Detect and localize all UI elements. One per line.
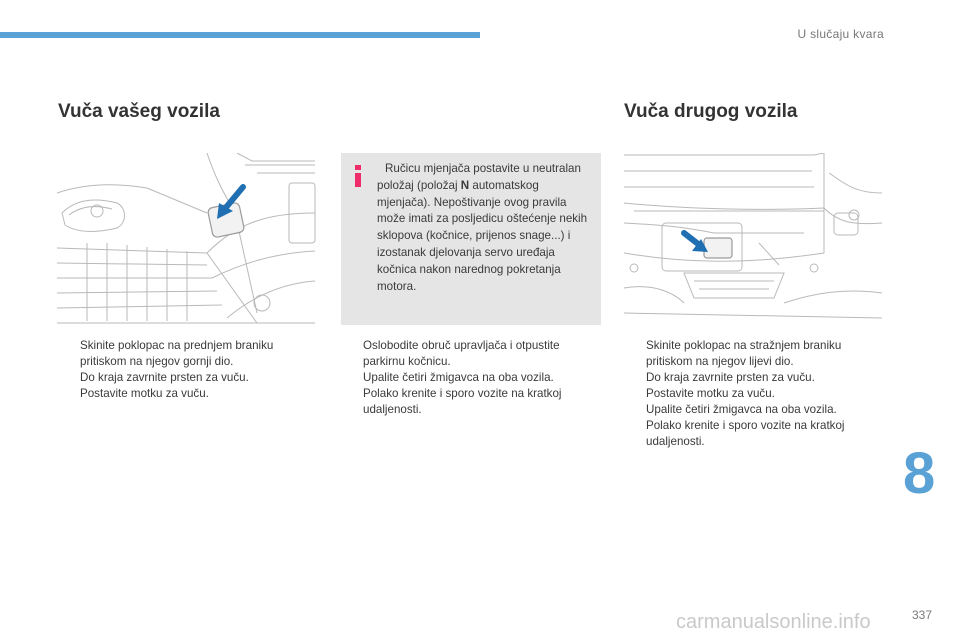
section-title-other-vehicle: Vuča drugog vozila bbox=[624, 101, 798, 122]
list-item bbox=[341, 338, 591, 370]
step-text: Polako krenite i sporo vozite na kratkoj udaljenosti. bbox=[363, 387, 562, 416]
step-text: Do kraja zavrnite prsten za vuču. bbox=[646, 371, 815, 384]
info-text-bold: N bbox=[460, 178, 470, 192]
step-text: Postavite motku za vuču. bbox=[80, 387, 209, 400]
step-text: Skinite poklopac na stražnjem braniku pritiskom na njegov lijevi dio. bbox=[646, 339, 842, 368]
list-item bbox=[58, 386, 298, 402]
chapter-number: 8 bbox=[903, 441, 936, 506]
section-title-own-vehicle: Vuča vašeg vozila bbox=[58, 101, 220, 122]
list-item bbox=[58, 338, 298, 370]
steps-middle bbox=[341, 338, 591, 418]
info-text-part2: automatskog mjenjača). Nepoštivanje ovog pravila može imati za posljedicu oštećenje nekih sklopova (kočnice, prijenos snage...) i izostanak djelovanja servo uređaja kočnica nakon narednog pokretanja motora. bbox=[377, 178, 588, 293]
step-text: Upalite četiri žmigavca na oba vozila. bbox=[363, 371, 554, 384]
list-item bbox=[624, 370, 869, 386]
info-text-part1: Ručicu mjenjača postavite u neutralan položaj (položaj bbox=[377, 162, 581, 192]
list-item bbox=[58, 370, 298, 386]
step-text: Upalite četiri žmigavca na oba vozila. bbox=[646, 403, 837, 416]
step-text: Skinite poklopac na prednjem braniku pritiskom na njegov gornji dio. bbox=[80, 339, 274, 368]
info-icon bbox=[351, 165, 365, 187]
front-bumper-illustration bbox=[57, 153, 317, 325]
header-accent-bar bbox=[0, 32, 480, 38]
info-box bbox=[341, 153, 601, 325]
step-text: Polako krenite i sporo vozite na kratkoj udaljenosti. bbox=[646, 419, 845, 448]
list-item bbox=[341, 370, 591, 386]
step-text: Postavite motku za vuču. bbox=[646, 387, 775, 400]
chapter-title: U slučaju kvara bbox=[797, 27, 884, 41]
watermark: carmanualsonline.info bbox=[676, 611, 871, 633]
list-item bbox=[624, 386, 869, 402]
list-item bbox=[624, 418, 869, 450]
page-number: 337 bbox=[912, 608, 933, 622]
info-text bbox=[377, 161, 593, 295]
step-text: Oslobodite obruč upravljača i otpustite parkirnu kočnicu. bbox=[363, 339, 560, 368]
rear-bumper-illustration bbox=[624, 153, 884, 325]
list-item bbox=[624, 402, 869, 418]
list-item bbox=[341, 386, 591, 418]
step-text: Do kraja zavrnite prsten za vuču. bbox=[80, 371, 249, 384]
steps-other-vehicle bbox=[624, 338, 869, 450]
steps-own-vehicle bbox=[58, 338, 298, 402]
list-item bbox=[624, 338, 869, 370]
